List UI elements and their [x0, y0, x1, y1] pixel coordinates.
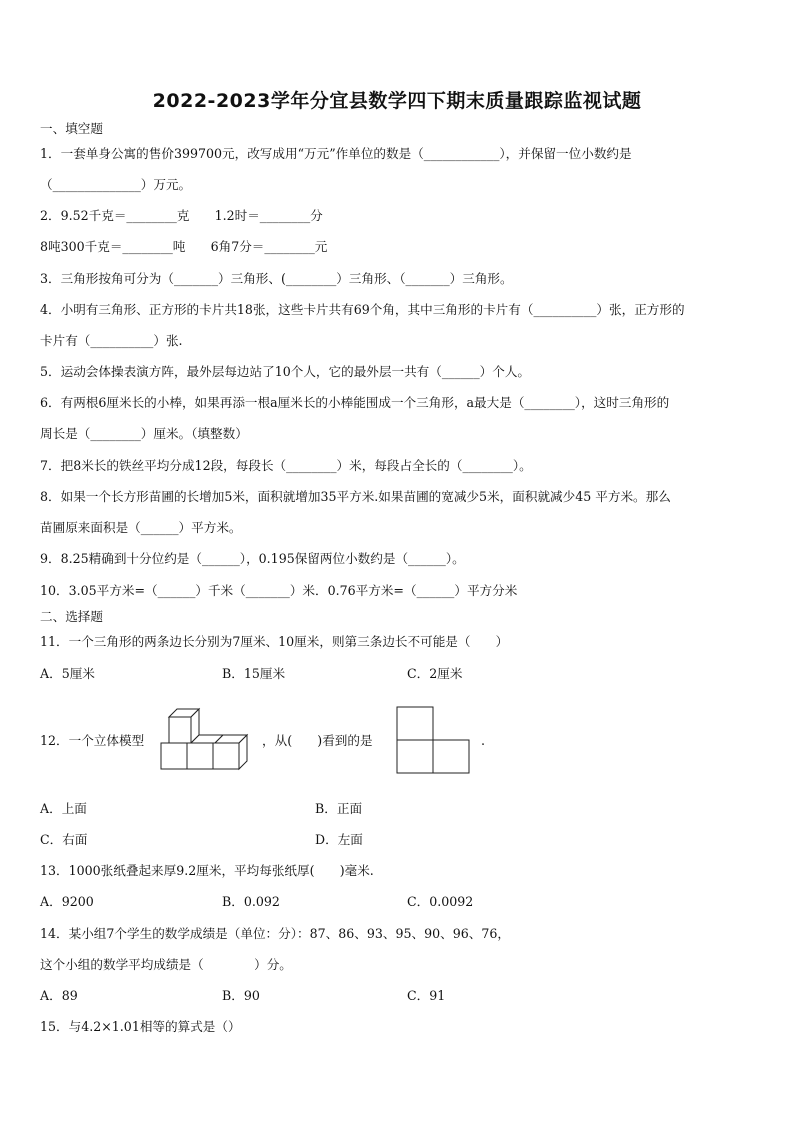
question-12-option-b: B．正面: [315, 801, 363, 816]
question-12-option-c: C．右面: [40, 832, 88, 847]
question-15: 15．与4.2×1.01相等的算式是（）: [40, 1019, 241, 1034]
question-1-line-1: 1．一套单身公寓的售价399700元，改写成用“万元”作单位的数是（____________），并保留一位小数约是: [40, 146, 632, 161]
question-12-middle: ，从( )看到的是: [262, 733, 373, 748]
question-11-option-c: C．2厘米: [407, 666, 463, 681]
question-8-line-2: 苗圃原来面积是（______）平方米。: [40, 520, 242, 535]
question-2-line-2: 8吨300千克＝________吨 6角7分＝________元: [40, 239, 328, 254]
cube-model-figure: [157, 706, 249, 776]
question-13-option-c: C．0.0092: [407, 894, 474, 909]
question-5: 5．运动会体操表演方阵，最外层每边站了10个人，它的最外层一共有（______）个人。: [40, 364, 531, 379]
question-2-line-1: 2．9.52千克＝________克 1.2时＝________分: [40, 208, 323, 223]
bottom-cube-1-front-face: [161, 743, 187, 769]
view-square-top-left: [397, 707, 433, 740]
question-6-line-2: 周长是（________）厘米。（填整数）: [40, 426, 248, 441]
question-12-prefix: 12．一个立体模型: [40, 733, 145, 748]
top-cube-front-face: [169, 717, 191, 743]
question-11: 11．一个三角形的两条边长分别为7厘米、10厘米，则第三条边长不可能是（ ）: [40, 634, 509, 649]
question-14-line-1: 14．某小组7个学生的数学成绩是（单位：分）：87、86、93、95、90、96、76，: [40, 926, 510, 941]
view-square-bottom-left: [397, 740, 433, 773]
question-7: 7．把8米长的铁丝平均分成12段，每段长（________）米，每段占全长的（________）。: [40, 458, 532, 473]
question-1-line-2: （______________）万元。: [40, 177, 192, 192]
bottom-cube-3-front-face: [213, 743, 239, 769]
question-12-option-a: A．上面: [40, 801, 87, 816]
question-13: 13．1000张纸叠起来厚9.2厘米，平均每张纸厚( )毫米.: [40, 863, 374, 878]
view-square-bottom-right: [433, 740, 469, 773]
view-answer-figure: [396, 706, 472, 774]
question-14-option-c: C．91: [407, 988, 446, 1003]
question-12-option-d: D．左面: [315, 832, 363, 847]
page-title: 2022-2023学年分宜县数学四下期末质量跟踪监视试题: [152, 90, 642, 112]
question-10: 10．3.05平方米=（______）千米（_______）米．0.76平方米=（______）平方分米: [40, 583, 518, 598]
section-heading-choice: 二、选择题: [40, 609, 103, 624]
question-14-option-b: B．90: [222, 988, 260, 1003]
question-4-line-1: 4．小明有三角形、正方形的卡片共18张，这些卡片共有69个角，其中三角形的卡片有（__________）张，正方形的: [40, 302, 685, 317]
question-9: 9．8.25精确到十分位约是（______），0.195保留两位小数约是（______）。: [40, 551, 465, 566]
question-13-option-b: B．0.092: [222, 894, 280, 909]
question-8-line-1: 8．如果一个长方形苗圃的长增加5米，面积就增加35平方米.如果苗圃的宽减少5米，面积就减少45 平方米。那么: [40, 489, 671, 504]
question-11-option-b: B．15厘米: [222, 666, 286, 681]
section-heading-fill: 一、填空题: [40, 121, 103, 136]
question-14-option-a: A．89: [40, 988, 78, 1003]
question-4-line-2: 卡片有（__________）张.: [40, 333, 183, 348]
question-12-end: .: [481, 733, 486, 748]
question-13-option-a: A．9200: [40, 894, 94, 909]
question-3: 3．三角形按角可分为（_______）三角形、(________）三角形、（_______）三角形。: [40, 271, 513, 286]
question-11-option-a: A．5厘米: [40, 666, 95, 681]
question-6-line-1: 6．有两根6厘米长的小棒，如果再添一根a厘米长的小棒能围成一个三角形，a最大是（________），这时三角形的: [40, 395, 670, 410]
question-14-line-2: 这个小组的数学平均成绩是（ ）分。: [40, 957, 292, 972]
bottom-cube-2-front-face: [187, 743, 213, 769]
